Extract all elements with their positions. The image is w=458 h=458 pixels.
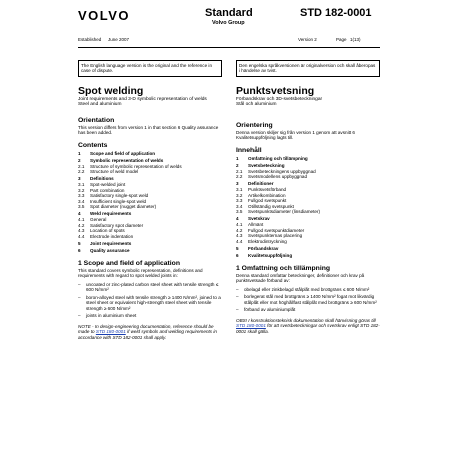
list-item: – obelagd eller zinkbelagd stålplåt med brottgräns ≤ 600 N/mm² bbox=[236, 286, 370, 292]
list-item: – joints in aluminium sheet bbox=[78, 313, 137, 319]
toc-item[interactable]: 4.1 Allmänt bbox=[236, 222, 264, 228]
orientation-heading-sv: Orientering bbox=[236, 121, 273, 129]
toc-item[interactable]: 4.3 Location of spots bbox=[78, 228, 125, 234]
orientation-text-sv: Denna version skiljer sig från version 1 genom att avsnitt 6 Kvalitetsuppföljning lagts till. bbox=[236, 129, 355, 141]
toc-item[interactable]: 3.4 Insufficient single-spot weld bbox=[78, 198, 147, 204]
document-title: Spot welding bbox=[78, 85, 144, 97]
document-subtitle-materials-sv: Stål och aluminium bbox=[236, 102, 277, 108]
scope-text: This standard covers symbolic representation, definitions and requirements with regard to spot welded joints in: bbox=[78, 267, 203, 279]
contents-heading-sv: Innehåll bbox=[236, 147, 262, 154]
std-link[interactable]: STD 180-0001 bbox=[95, 329, 126, 335]
established-label: Established bbox=[78, 37, 102, 42]
note-text: NOTE - In design-engineering documentation, reference should be made to STD 180-0001 if weld symbols and welding requirements in accordance with STD 182-0001 shall apply. bbox=[78, 323, 217, 340]
column-english bbox=[78, 86, 224, 341]
toc-item[interactable]: 6 Quality assurance bbox=[78, 248, 130, 253]
list-item: – förband av aluminiumplåt bbox=[236, 307, 296, 313]
toc-item[interactable]: 5 Förbandskrav bbox=[236, 245, 279, 251]
orientation-heading: Orientation bbox=[78, 116, 115, 124]
toc-item[interactable]: 4.4 Elektrodintryckning bbox=[236, 238, 287, 244]
toc-item[interactable]: 4 Svetskrav bbox=[236, 216, 270, 222]
scope-bullets-sv bbox=[236, 287, 382, 313]
std-code: STD 182-0001 bbox=[300, 7, 372, 19]
toc-item[interactable]: 3.4 Otillständig svetspunkt bbox=[236, 203, 294, 209]
document-subtitle: Joint requirements and 3-D symbolic representation of welds bbox=[78, 97, 207, 102]
toc-item[interactable]: 3.2 Part combination bbox=[78, 187, 125, 193]
toc-item[interactable]: 4.4 Electrode indentation bbox=[78, 233, 134, 239]
notice-box-sv: Den engelska språkversionen är originalversion och skall åberopas i händelse av tvist. bbox=[236, 60, 380, 77]
note-text-sv: OBS! I konstruktionsteknisk dokumentation skall hänvisning göras till STD 180-0001 för att svetsbeteckningar och svetskrav enligt STD 182-0001 skall gälla. bbox=[236, 317, 380, 334]
toc-item[interactable]: 6 Kvalitetsuppföljning bbox=[236, 253, 293, 258]
header-rule bbox=[78, 47, 380, 48]
list-item: – boron-alloyed steel with tensile strength ≥ 1400 N/mm², joined to a steel sheet or equivalent high-strength steel sheet with tensile strength ≥ 600 N/mm² bbox=[78, 294, 221, 311]
scope-heading: 1 Scope and field of application bbox=[78, 259, 180, 267]
established-value: June 2007 bbox=[108, 37, 130, 42]
scope-bullets bbox=[78, 282, 224, 319]
toc-item[interactable]: 3.1 Punktsvetsförband bbox=[236, 186, 287, 192]
meta-row bbox=[78, 37, 380, 45]
version-label: Version 2 bbox=[298, 37, 317, 42]
toc-item[interactable]: 2.1 Svetsbeteckningens uppbyggnad bbox=[236, 168, 316, 174]
toc-item[interactable]: 2.1 Structure of symbolic representation of welds bbox=[78, 163, 182, 169]
toc-item[interactable]: 3 Definitioner bbox=[236, 181, 274, 187]
toc-item[interactable]: 3.5 Svetspunktsdiameter (linsdiameter) bbox=[236, 209, 320, 215]
toc-item[interactable]: 3.5 Spot diameter (nugget diameter) bbox=[78, 204, 157, 210]
document-subtitle-materials: Steel and aluminium bbox=[78, 102, 122, 108]
toc-item[interactable]: 4.1 General bbox=[78, 217, 107, 223]
contents-heading: Contents bbox=[78, 142, 108, 149]
toc-item[interactable]: 4.3 Svetspunkternas placering bbox=[236, 233, 303, 239]
toc-item[interactable]: 2 Svetsbeteckning bbox=[236, 163, 285, 169]
toc-item[interactable]: 2.2 Svetsmodellens uppbyggnad bbox=[236, 174, 307, 180]
document-title-sv: Punktsvetsning bbox=[236, 85, 315, 97]
page-label: Page bbox=[336, 37, 347, 42]
toc-item[interactable]: 1 Omfattning och tillämpning bbox=[236, 156, 308, 161]
toc-item[interactable]: 3.2 Artikelkombination bbox=[236, 192, 286, 198]
document-subtitle-sv: Förbandskrav och 3D-svetsbeteckningar bbox=[236, 97, 323, 102]
scope-heading-sv: 1 Omfattning och tillämpning bbox=[236, 264, 331, 272]
volvo-logo: VOLVO bbox=[78, 8, 131, 23]
table-of-contents bbox=[78, 151, 224, 254]
column-swedish bbox=[236, 86, 382, 334]
list-item: – uncoated or zinc-plated carbon steel sheet with tensile strength ≤ 600 N/mm² bbox=[78, 281, 219, 293]
doc-type: Standard bbox=[205, 7, 253, 19]
toc-item[interactable]: 3.3 Fullgod svetspunkt bbox=[236, 198, 287, 204]
toc-item[interactable]: 2.2 Structure of weld model bbox=[78, 169, 139, 175]
toc-item[interactable]: 4.2 Fullgod svetspunktdiameter bbox=[236, 227, 305, 233]
toc-item[interactable]: 3.3 Satisfactory single-spot weld bbox=[78, 193, 149, 199]
orientation-text: This version differs from version 1 in that section 6 Quality assurance has been added. bbox=[78, 124, 219, 136]
toc-item[interactable]: 3.1 Spot-welded joint bbox=[78, 181, 126, 187]
notice-box-en: The English language version is the original and the reference in case of dispute. bbox=[78, 60, 222, 77]
doc-subtype: Volvo Group bbox=[212, 20, 245, 26]
std-link-sv[interactable]: STD 180-0001 bbox=[236, 323, 266, 329]
toc-item[interactable]: 5 Joint requirements bbox=[78, 240, 132, 246]
page-value: 1(13) bbox=[350, 37, 361, 42]
scope-text-sv: Denna standard omfattar beteckninger, definitioner och krav på punktsvetsade förband av: bbox=[236, 272, 365, 284]
table-of-contents-sv bbox=[236, 156, 382, 259]
toc-item[interactable]: 3 Definitions bbox=[78, 176, 114, 182]
list-item: – borlegerat stål med brottgräns ≥ 1400 N/mm² fogat mot likvärdig stålplåt eller mot höghållfast stålplåt med brottgräns ≥ 600 N/mm² bbox=[236, 294, 377, 305]
toc-item[interactable]: 4.2 Satisfactory spot diameter bbox=[78, 222, 144, 228]
toc-item[interactable]: 1 Scope and field of application bbox=[78, 151, 156, 156]
toc-item[interactable]: 2 Symbolic representation of welds bbox=[78, 158, 164, 164]
toc-item[interactable]: 4 Weld requirements bbox=[78, 211, 132, 217]
